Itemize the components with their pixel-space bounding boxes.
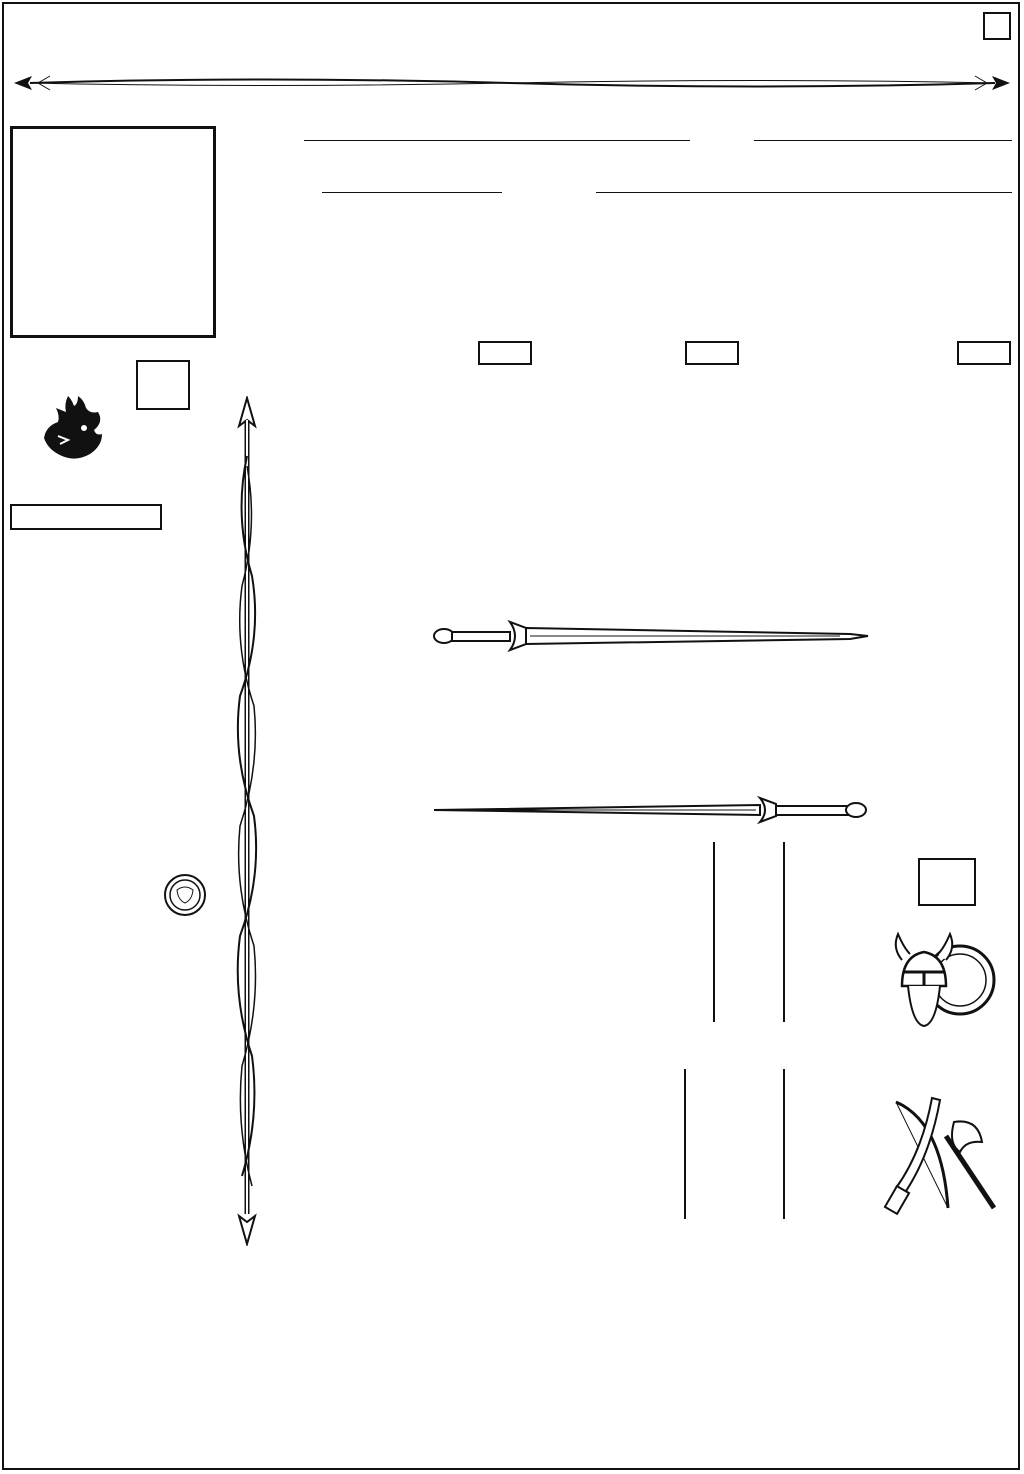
ornament-arrow-icon bbox=[10, 68, 1014, 98]
sword-icon bbox=[430, 788, 870, 832]
armor-divider-1 bbox=[713, 842, 715, 1022]
armor-divider-2 bbox=[783, 842, 785, 1022]
origine-line bbox=[322, 192, 502, 193]
sexe-line bbox=[754, 140, 1012, 141]
weapons-icon bbox=[882, 1092, 1004, 1216]
metier-line bbox=[596, 192, 1012, 193]
magie-psy-box[interactable] bbox=[685, 341, 739, 365]
xp-box[interactable] bbox=[10, 504, 162, 530]
pnj-checkbox[interactable] bbox=[983, 12, 1011, 40]
niveau-box[interactable] bbox=[136, 360, 190, 410]
coin-icon bbox=[162, 872, 208, 918]
viking-helmet-icon bbox=[888, 926, 1000, 1030]
portrait-box[interactable] bbox=[10, 126, 216, 338]
resist-magie-box[interactable] bbox=[957, 341, 1011, 365]
dragon-icon bbox=[38, 392, 108, 464]
weapons-divider-2 bbox=[783, 1069, 785, 1219]
magie-phys-box[interactable] bbox=[478, 341, 532, 365]
sword-icon bbox=[430, 614, 870, 658]
total-protection-box[interactable] bbox=[918, 858, 976, 906]
nom-line bbox=[304, 140, 690, 141]
weapons-divider-1 bbox=[684, 1069, 686, 1219]
spear-icon bbox=[222, 396, 272, 1246]
